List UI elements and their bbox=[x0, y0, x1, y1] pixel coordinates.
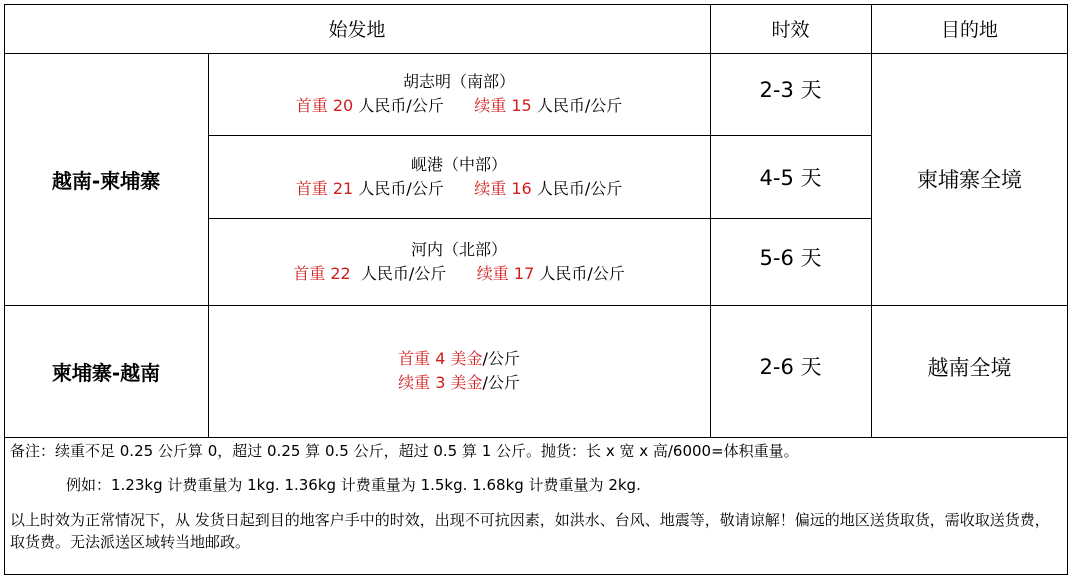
first-weight-line bbox=[398, 347, 520, 371]
first-weight-unit: 人民币/公斤 bbox=[358, 178, 444, 198]
first-weight-price: 22 bbox=[330, 263, 351, 283]
first-weight-price: 4 bbox=[435, 349, 446, 368]
origin-row-danang bbox=[208, 135, 710, 218]
header-origin: 始发地 bbox=[328, 19, 386, 41]
cont-weight-price: 15 bbox=[511, 96, 532, 115]
notes-section bbox=[10, 440, 1062, 553]
cont-weight-label: 续重 bbox=[476, 263, 509, 283]
cont-weight-label: 续重 bbox=[474, 178, 507, 198]
first-weight-label: 首重 bbox=[293, 263, 326, 283]
transit-days-hcmc: 2-3 天 bbox=[759, 78, 822, 102]
notes-disclaimer: 以上时效为正常情况下，从 发货日起到目的地客户手中的时效，出现不可抗因素，如洪水、台风、地震等，敬请谅解！偏远的地区送货取货，需收取送货费，取货费。无法派送区域转当地邮政。 bbox=[10, 511, 1050, 551]
cont-weight-label: 续重 bbox=[398, 373, 431, 392]
destination-cambodia: 柬埔寨全境 bbox=[917, 168, 1022, 192]
origin-row-cambodia bbox=[208, 305, 710, 437]
transit-days-cambodia: 2-6 天 bbox=[759, 355, 822, 379]
first-weight-label: 首重 bbox=[295, 178, 328, 198]
header-destination: 目的地 bbox=[940, 19, 998, 41]
notes-divider bbox=[4, 437, 1068, 438]
cont-weight-unit: /公斤 bbox=[482, 373, 520, 392]
header-transit-time: 时效 bbox=[771, 19, 810, 41]
cont-weight-unit: 人民币/公斤 bbox=[536, 178, 623, 198]
city-name: 河内（北部） bbox=[410, 239, 507, 259]
price-line bbox=[296, 177, 622, 201]
origin-row-hcmc bbox=[208, 53, 710, 135]
cont-weight-label: 续重 bbox=[474, 96, 507, 115]
first-weight-price: 21 bbox=[332, 178, 354, 198]
origin-row-hanoi bbox=[208, 218, 710, 305]
notes-rule-line: 备注：续重不足 0.25 公斤算 0，超过 0.25 算 0.5 公斤，超过 0.5 算 1 公斤。抛货：长 x 宽 x 高/6000=体积重量。 bbox=[10, 442, 799, 460]
cont-weight-currency: 美金 bbox=[450, 373, 483, 392]
price-line bbox=[293, 262, 625, 286]
cont-weight-unit: 人民币/公斤 bbox=[539, 263, 625, 283]
first-weight-label: 首重 bbox=[398, 349, 431, 368]
cont-weight-price: 16 bbox=[511, 178, 532, 198]
first-weight-price: 20 bbox=[332, 96, 354, 115]
route-vn-to-kh: 越南-柬埔寨 bbox=[51, 168, 161, 193]
destination-vietnam: 越南全境 bbox=[927, 356, 1012, 380]
route-kh-to-vn: 柬埔寨-越南 bbox=[51, 360, 161, 385]
city-name: 岘港（中部） bbox=[410, 154, 507, 174]
transit-days-danang: 4-5 天 bbox=[759, 165, 822, 190]
cont-weight-unit: 人民币/公斤 bbox=[536, 96, 623, 115]
cont-weight-price: 3 bbox=[435, 373, 446, 392]
notes-example-line: 例如：1.23kg 计费重量为 1kg. 1.36kg 计费重量为 1.5kg. 1.68kg 计费重量为 2kg. bbox=[66, 476, 641, 494]
transit-days-hanoi: 5-6 天 bbox=[759, 245, 822, 270]
cont-weight-price: 17 bbox=[513, 263, 535, 283]
cont-weight-line bbox=[398, 371, 520, 395]
first-weight-unit: /公斤 bbox=[482, 349, 520, 368]
city-name: 胡志明（南部） bbox=[402, 72, 515, 91]
first-weight-currency: 美金 bbox=[450, 349, 483, 368]
first-weight-unit: 人民币/公斤 bbox=[360, 263, 447, 283]
first-weight-unit: 人民币/公斤 bbox=[358, 96, 444, 115]
price-line bbox=[296, 94, 622, 118]
first-weight-label: 首重 bbox=[295, 96, 328, 115]
